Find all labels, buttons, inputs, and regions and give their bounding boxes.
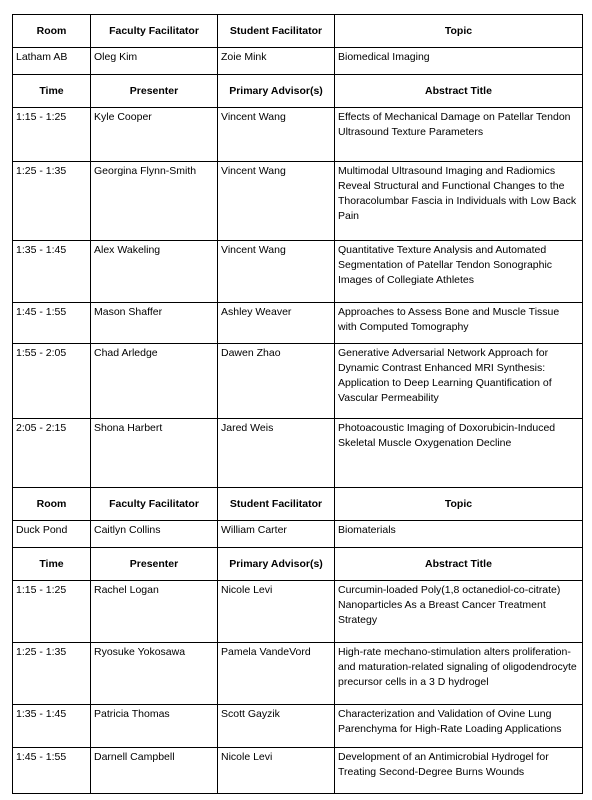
advisor-cell: Nicole Levi (218, 748, 335, 794)
abstract-title-cell: Characterization and Validation of Ovine Lung Parenchyma for High-Rate Loading Applications (335, 705, 583, 748)
session-header-row (13, 15, 583, 48)
time-cell: 1:35 - 1:45 (13, 241, 91, 303)
abstract-title-cell: Development of an Antimicrobial Hydrogel for Treating Second-Degree Burns Wounds (335, 748, 583, 794)
time-cell: 1:45 - 1:55 (13, 748, 91, 794)
room-value: Duck Pond (13, 521, 91, 548)
schedule-body (13, 15, 583, 794)
presentation-row (13, 241, 583, 303)
topic-value: Biomedical Imaging (335, 48, 583, 75)
advisor-cell: Pamela VandeVord (218, 643, 335, 705)
abstract-title-cell: Generative Adversarial Network Approach for Dynamic Contrast Enhanced MRI Synthesis: Application to Deep Learning Quantification of Vascular Permeability (335, 344, 583, 419)
advisor-header: Primary Advisor(s) (218, 75, 335, 108)
advisor-cell: Vincent Wang (218, 162, 335, 241)
presenter-cell: Chad Arledge (91, 344, 218, 419)
abstract-title-cell: Effects of Mechanical Damage on Patellar Tendon Ultrasound Texture Parameters (335, 108, 583, 162)
faculty-facilitator-value: Caitlyn Collins (91, 521, 218, 548)
presentation-row (13, 581, 583, 643)
time-header: Time (13, 548, 91, 581)
time-cell: 1:15 - 1:25 (13, 581, 91, 643)
advisor-cell: Vincent Wang (218, 108, 335, 162)
faculty-facilitator-header: Faculty Facilitator (91, 488, 218, 521)
session-header-row (13, 488, 583, 521)
presentation-row (13, 344, 583, 419)
presenter-cell: Ryosuke Yokosawa (91, 643, 218, 705)
presenter-cell: Darnell Campbell (91, 748, 218, 794)
advisor-cell: Dawen Zhao (218, 344, 335, 419)
time-cell: 1:55 - 2:05 (13, 344, 91, 419)
advisor-cell: Ashley Weaver (218, 303, 335, 344)
session-info-row (13, 48, 583, 75)
time-cell: 1:45 - 1:55 (13, 303, 91, 344)
abstract-title-cell: Quantitative Texture Analysis and Automated Segmentation of Patellar Tendon Sonographic Images of Collegiate Athletes (335, 241, 583, 303)
faculty-facilitator-header: Faculty Facilitator (91, 15, 218, 48)
time-cell: 1:25 - 1:35 (13, 643, 91, 705)
advisor-cell: Jared Weis (218, 419, 335, 488)
time-cell: 1:25 - 1:35 (13, 162, 91, 241)
presentation-row (13, 748, 583, 794)
presenter-cell: Kyle Cooper (91, 108, 218, 162)
abstract-title-cell: Photoacoustic Imaging of Doxorubicin-Induced Skeletal Muscle Oxygenation Decline (335, 419, 583, 488)
time-cell: 1:35 - 1:45 (13, 705, 91, 748)
presentation-row (13, 643, 583, 705)
presenter-cell: Georgina Flynn-Smith (91, 162, 218, 241)
room-header: Room (13, 488, 91, 521)
presentation-row (13, 705, 583, 748)
presenter-header: Presenter (91, 548, 218, 581)
abstract-title-cell: Approaches to Assess Bone and Muscle Tissue with Computed Tomography (335, 303, 583, 344)
time-cell: 1:15 - 1:25 (13, 108, 91, 162)
abstract-title-cell: Multimodal Ultrasound Imaging and Radiomics Reveal Structural and Functional Changes to the Thoracolumbar Fascia in Individuals with Low Back Pain (335, 162, 583, 241)
abstract-title-header: Abstract Title (335, 75, 583, 108)
presenter-cell: Patricia Thomas (91, 705, 218, 748)
abstract-title-header: Abstract Title (335, 548, 583, 581)
advisor-header: Primary Advisor(s) (218, 548, 335, 581)
presenter-cell: Alex Wakeling (91, 241, 218, 303)
schedule-table (12, 14, 583, 794)
presentation-header-row (13, 75, 583, 108)
presentation-row (13, 162, 583, 241)
advisor-cell: Scott Gayzik (218, 705, 335, 748)
abstract-title-cell: Curcumin-loaded Poly(1,8 octanediol-co-citrate) Nanoparticles As a Breast Cancer Treatment Strategy (335, 581, 583, 643)
time-header: Time (13, 75, 91, 108)
advisor-cell: Vincent Wang (218, 241, 335, 303)
room-header: Room (13, 15, 91, 48)
student-facilitator-header: Student Facilitator (218, 15, 335, 48)
presenter-cell: Shona Harbert (91, 419, 218, 488)
presentation-header-row (13, 548, 583, 581)
abstract-title-cell: High-rate mechano-stimulation alters proliferation- and maturation-related signaling of oligodendrocyte precursor cells in a 3 D hydrogel (335, 643, 583, 705)
presenter-cell: Mason Shaffer (91, 303, 218, 344)
student-facilitator-header: Student Facilitator (218, 488, 335, 521)
topic-header: Topic (335, 15, 583, 48)
time-cell: 2:05 - 2:15 (13, 419, 91, 488)
topic-header: Topic (335, 488, 583, 521)
session-info-row (13, 521, 583, 548)
presenter-cell: Rachel Logan (91, 581, 218, 643)
room-value: Latham AB (13, 48, 91, 75)
faculty-facilitator-value: Oleg Kim (91, 48, 218, 75)
advisor-cell: Nicole Levi (218, 581, 335, 643)
presentation-row (13, 108, 583, 162)
student-facilitator-value: William Carter (218, 521, 335, 548)
topic-value: Biomaterials (335, 521, 583, 548)
presentation-row (13, 419, 583, 488)
presentation-row (13, 303, 583, 344)
student-facilitator-value: Zoie Mink (218, 48, 335, 75)
presenter-header: Presenter (91, 75, 218, 108)
